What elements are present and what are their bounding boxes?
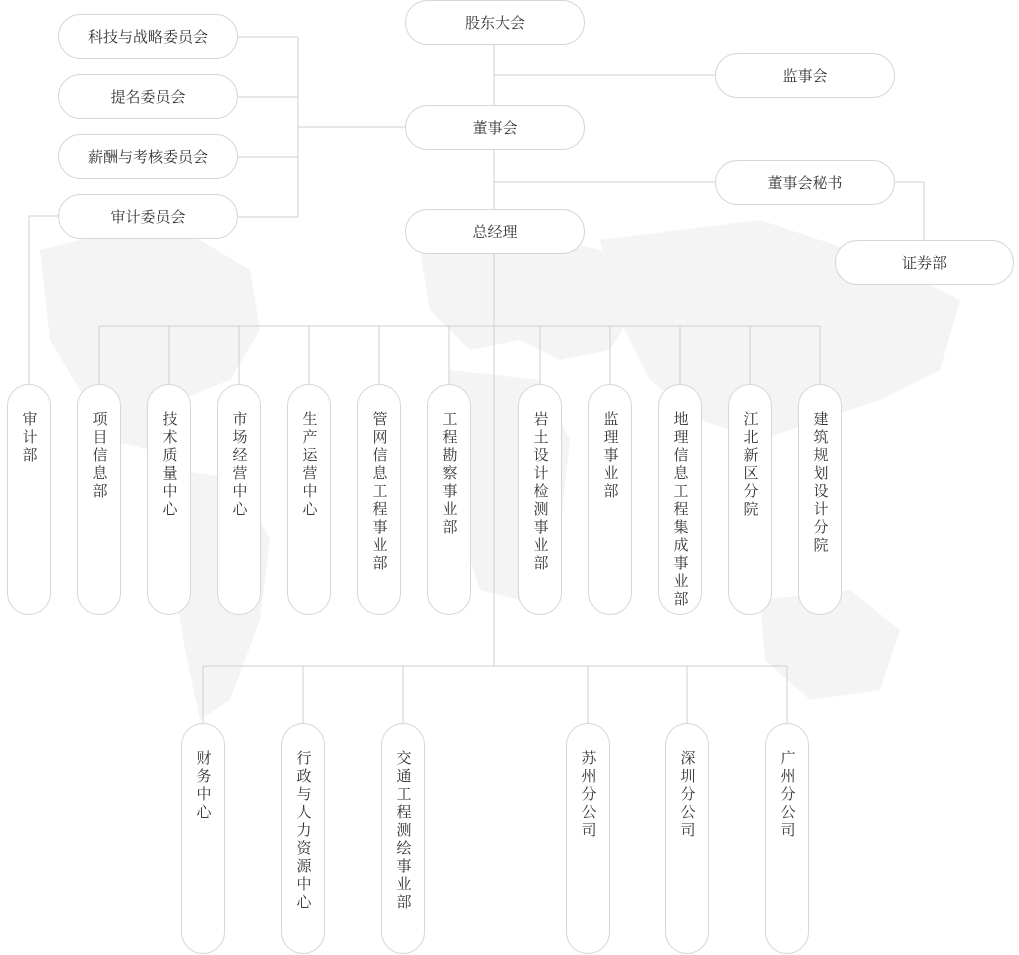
- node-dept-row2: [281, 723, 325, 954]
- node-label: 交通工程测绘事业部: [394, 750, 413, 912]
- node-dept-row1: [588, 384, 632, 615]
- node-strategy-committee: [58, 14, 238, 59]
- node-dept-row1: [798, 384, 842, 615]
- node-label: 财务中心: [194, 750, 213, 822]
- node-label: 建筑规划设计分院: [811, 411, 830, 555]
- node-dept-row1: [518, 384, 562, 615]
- node-nomination-committee: [58, 74, 238, 119]
- node-label: 审计部: [20, 411, 39, 465]
- node-dept-row1: [658, 384, 702, 615]
- node-dept-row2: [665, 723, 709, 954]
- node-label: 审计委员会: [110, 208, 186, 226]
- node-label: 广州分公司: [778, 750, 797, 840]
- node-label: 提名委员会: [110, 88, 186, 106]
- node-label: 技术质量中心: [160, 411, 179, 519]
- node-label: 生产运营中心: [300, 411, 319, 519]
- node-dept-row1: [217, 384, 261, 615]
- node-label: 项目信息部: [90, 411, 109, 501]
- node-dept-row1: [77, 384, 121, 615]
- node-label: 股东大会: [464, 14, 525, 32]
- node-label: 深圳分公司: [678, 750, 697, 840]
- node-dept-row2: [381, 723, 425, 954]
- node-label: 江北新区分院: [741, 411, 760, 519]
- node-shareholders-meeting: [405, 0, 585, 45]
- node-label: 地理信息工程集成事业部: [671, 411, 690, 609]
- node-board-secretary: [715, 160, 895, 205]
- node-dept-row2: [765, 723, 809, 954]
- node-dept-row1: [427, 384, 471, 615]
- node-label: 监理事业部: [601, 411, 620, 501]
- node-label: 证券部: [901, 254, 947, 272]
- node-securities-dept: [835, 240, 1014, 285]
- node-label: 工程勘察事业部: [440, 411, 459, 537]
- node-label: 市场经营中心: [230, 411, 249, 519]
- node-label: 监事会: [782, 67, 828, 85]
- node-audit-dept: [7, 384, 51, 615]
- node-label: 岩土设计检测事业部: [531, 411, 550, 573]
- node-label: 苏州分公司: [579, 750, 598, 840]
- node-board-of-directors: [405, 105, 585, 150]
- node-dept-row2: [181, 723, 225, 954]
- node-label: 行政与人力资源中心: [294, 750, 313, 912]
- node-supervisory-board: [715, 53, 895, 98]
- node-audit-committee: [58, 194, 238, 239]
- node-dept-row1: [147, 384, 191, 615]
- node-label: 总经理: [472, 223, 518, 241]
- node-label: 薪酬与考核委员会: [87, 148, 208, 166]
- node-label: 管网信息工程事业部: [370, 411, 389, 573]
- node-dept-row1: [728, 384, 772, 615]
- node-dept-row1: [287, 384, 331, 615]
- node-label: 董事会秘书: [767, 174, 843, 192]
- node-compensation-committee: [58, 134, 238, 179]
- node-dept-row2: [566, 723, 610, 954]
- node-general-manager: [405, 209, 585, 254]
- node-dept-row1: [357, 384, 401, 615]
- node-label: 科技与战略委员会: [87, 28, 208, 46]
- node-label: 董事会: [472, 119, 518, 137]
